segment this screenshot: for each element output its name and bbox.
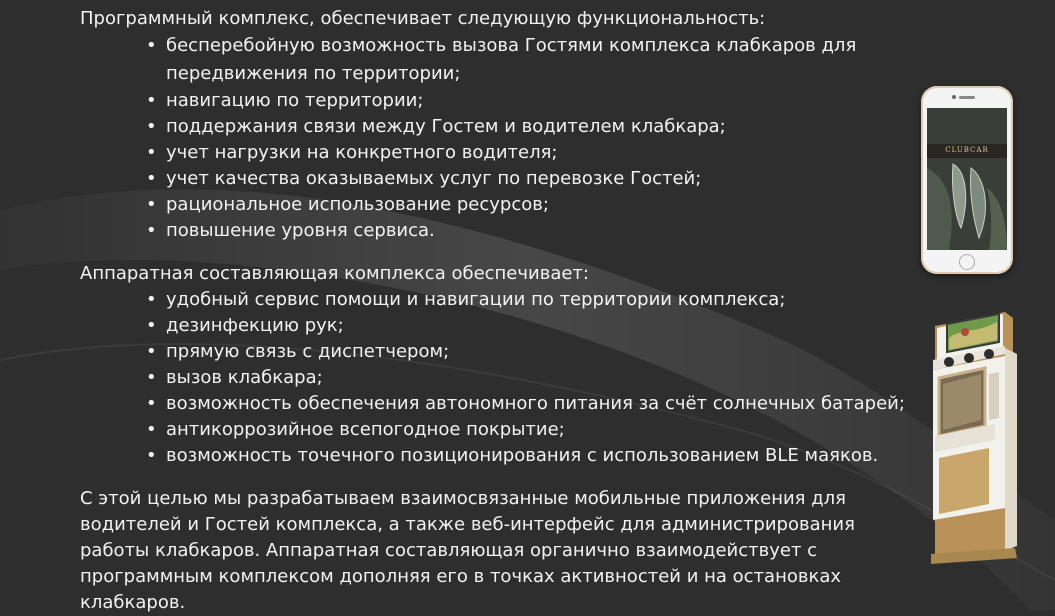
hardware-intro: Аппаратная составляющая комплекса обеспечивает: <box>80 263 589 284</box>
hardware-list <box>80 287 930 469</box>
list-item: • дезинфекцию рук; <box>146 313 930 339</box>
resort-map-graphic <box>927 108 1007 250</box>
slide-content <box>80 6 930 616</box>
list-item: • возможность точечного позиционирования с использованием BLE маяков. <box>146 443 930 469</box>
smartphone-image <box>921 86 1013 274</box>
list-item: • антикоррозийное всепогодное покрытие; <box>146 417 930 443</box>
list-item: • учет нагрузки на конкретного водителя; <box>146 140 930 166</box>
list-item: • бесперебойную возможность вызова Гостями комплекса клабкаров для передвижения по территории; <box>146 32 930 88</box>
phone-camera <box>952 95 956 99</box>
list-item: • удобный сервис помощи и навигации по территории комплекса; <box>146 287 930 313</box>
software-list <box>80 32 930 244</box>
list-item: • прямую связь с диспетчером; <box>146 339 930 365</box>
list-item: • рациональное использование ресурсов; <box>146 192 930 218</box>
phone-screen <box>927 108 1007 250</box>
list-item: • навигацию по территории; <box>146 88 930 114</box>
closing-paragraph: С этой целью мы разрабатываем взаимосвязанные мобильные приложения для водителей и Гостей комплекса, а также веб-интерфейс для администрирования работы клабкаров. Аппаратная составляющая органично взаимодействует с программным комплексом дополняя его в точках активностей и на остановках клабкаров. <box>80 488 855 613</box>
kiosk-image <box>925 308 1025 570</box>
app-brand: CLUBCAR <box>945 146 989 154</box>
list-item: • вызов клабкара; <box>146 365 930 391</box>
list-item: • возможность обеспечения автономного питания за счёт солнечных батарей; <box>146 391 930 417</box>
list-item: • учет качества оказываемых услуг по перевозке Гостей; <box>146 166 930 192</box>
software-intro: Программный комплекс, обеспечивает следующую функциональность: <box>80 8 766 29</box>
list-item: • повышение уровня сервиса. <box>146 218 930 244</box>
phone-speaker <box>959 96 975 99</box>
phone-home-button <box>959 254 975 270</box>
list-item: • поддержания связи между Гостем и водителем клабкара; <box>146 114 930 140</box>
